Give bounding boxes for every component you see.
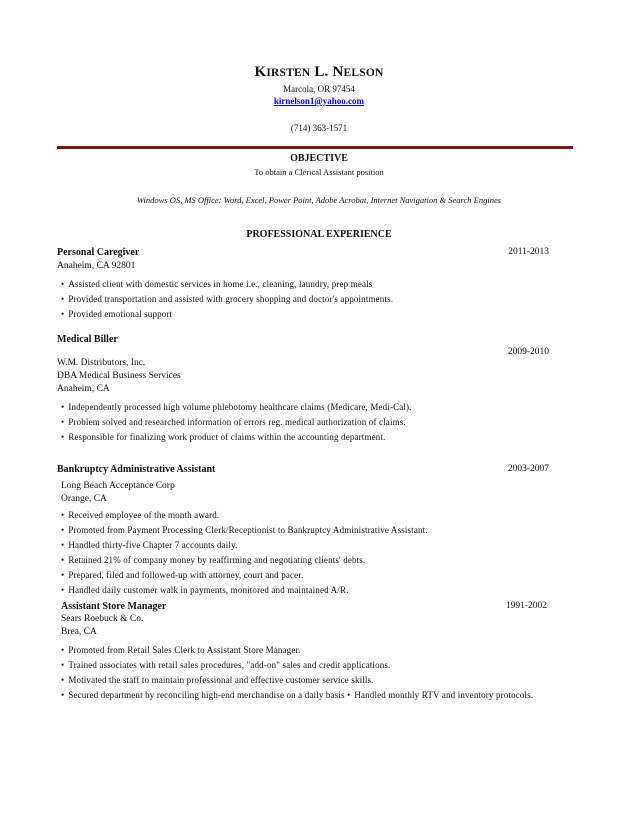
- job-title: Personal Caregiver: [57, 247, 140, 258]
- list-item: • Provided emotional support: [61, 309, 173, 319]
- list-item: • Promoted from Retail Sales Clerk to Assistant Store Manager.: [61, 645, 301, 655]
- job-location: Anaheim, CA: [57, 384, 110, 394]
- list-item: • Prepared, filed and followed-up with attorney, court and pacer.: [61, 570, 304, 580]
- skills-line: Windows OS, MS Office: Word, Excel, Power Point, Adobe Acrobat, Internet Navigation & Search Engines: [136, 195, 502, 205]
- list-item: • Responsible for finalizing work product of claims within the accounting department.: [61, 432, 386, 442]
- list-item: • Handled thirty-five Chapter 7 accounts daily.: [61, 540, 238, 550]
- company-dba: DBA Medical Business Services: [57, 371, 181, 381]
- header-divider: [57, 146, 573, 149]
- email-link[interactable]: kirnelson1@yahoo.com: [273, 96, 365, 106]
- job-title: Medical Biller: [57, 334, 118, 345]
- job-years: 2011-2013: [508, 247, 549, 257]
- job-title: Bankruptcy Administrative Assistant: [57, 464, 216, 475]
- job-title: Assistant Store Manager: [61, 601, 167, 612]
- list-item: • Secured department by reconciling high-end merchandise on a daily basis • Handled monthly RTV and inventory protocols.: [61, 690, 534, 700]
- list-item: • Assisted client with domestic services in home i.e., cleaning, laundry, prep meals: [61, 279, 373, 289]
- job-years: 1991-2002: [505, 601, 547, 611]
- list-item: • Independently processed high volume phlebotomy healthcare claims (Medicare, Medi-Cal).: [61, 402, 412, 412]
- list-item: • Motivated the staff to maintain professional and effective customer service skills.: [61, 675, 374, 685]
- list-item: • Handled daily customer walk in payments, monitored and maintained A/R.: [61, 585, 349, 595]
- objective-heading: OBJECTIVE: [290, 153, 348, 164]
- list-item: • Promoted from Payment Processing Clerk/Receptionist to Bankruptcy Administrative Assistant.: [61, 525, 428, 535]
- objective-text: To obtain a Clerical Assistant position: [254, 167, 384, 177]
- company-name: Sears Roebuck & Co.: [61, 614, 144, 624]
- list-item: • Received employee of the month award.: [61, 510, 220, 520]
- candidate-name: KIRSTEN L. NELSON: [254, 64, 384, 80]
- job-years: 2003-2007: [507, 464, 549, 474]
- address: Marcola, OR 97454: [283, 84, 355, 94]
- list-item: • Retained 21% of company money by reaffirming and negotiating clients' debts.: [61, 555, 366, 565]
- phone-number: (714) 363-1571: [290, 123, 348, 133]
- job-location: Brea, CA: [61, 627, 97, 637]
- experience-heading: PROFESSIONAL EXPERIENCE: [246, 229, 392, 240]
- job-years: 2009-2010: [507, 347, 549, 357]
- job-location: Orange, CA: [61, 494, 107, 504]
- company-name: Long Beach Acceptance Corp: [61, 481, 175, 491]
- company-name: W.M. Distributors, Inc.: [57, 358, 146, 368]
- job-location: Anaheim, CA 92801: [57, 261, 136, 271]
- list-item: • Trained associates with retail sales procedures, "add-on" sales and credit applications.: [61, 660, 391, 670]
- list-item: • Problem solved and researched information of errors reg. medical authorization of claims.: [61, 417, 406, 427]
- list-item: • Provided transportation and assisted with grocery shopping and doctor's appointments.: [61, 294, 394, 304]
